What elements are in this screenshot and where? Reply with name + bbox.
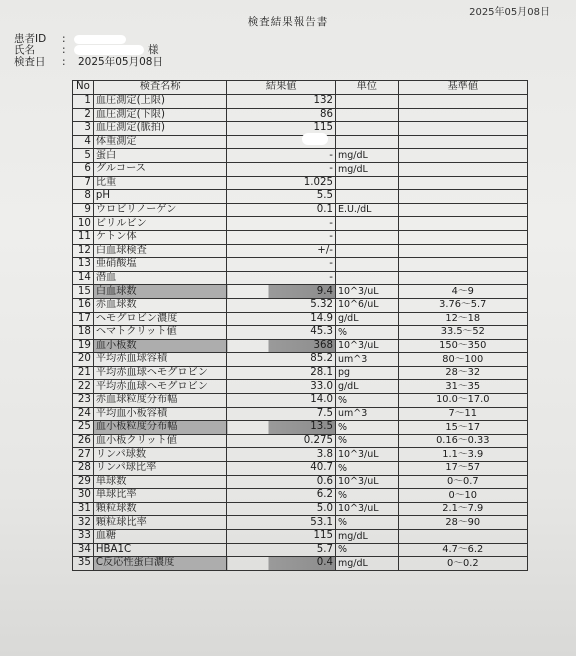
row-unit	[335, 244, 398, 258]
row-reference: 7～11	[398, 407, 527, 421]
row-unit	[335, 230, 398, 244]
row-test-name: 平均赤血球ヘモグロビン	[93, 380, 227, 394]
row-reference: 4～9	[398, 285, 527, 299]
report-date: 2025年05月08日	[469, 7, 550, 18]
row-result-value: 53.1	[227, 516, 336, 530]
table-row	[73, 203, 528, 217]
row-test-name: ヘモグロビン濃度	[93, 312, 227, 326]
row-test-name: 血小板粒度分布幅	[93, 421, 227, 435]
row-reference: 0～0.7	[398, 475, 527, 489]
table-row	[73, 258, 528, 272]
row-reference: 31～35	[398, 380, 527, 394]
row-reference	[398, 203, 527, 217]
table-row	[73, 108, 528, 122]
row-reference	[398, 176, 527, 190]
row-no: 19	[73, 339, 94, 353]
row-unit: 10^3/uL	[335, 285, 398, 299]
row-no: 26	[73, 434, 94, 448]
row-no: 2	[73, 108, 94, 122]
row-no: 27	[73, 448, 94, 462]
row-result-value: -	[227, 258, 336, 272]
row-unit: g/dL	[335, 380, 398, 394]
row-test-name: ケトン体	[93, 230, 227, 244]
row-test-name: 血圧測定(下限)	[93, 108, 227, 122]
row-reference: 0.16～0.33	[398, 434, 527, 448]
row-test-name: 体重測定	[93, 135, 227, 149]
row-unit: %	[335, 489, 398, 503]
row-no: 24	[73, 407, 94, 421]
row-result-value: 115	[227, 530, 336, 544]
colon: :	[62, 33, 66, 45]
row-unit	[335, 258, 398, 272]
row-reference	[398, 135, 527, 149]
row-no: 28	[73, 462, 94, 476]
table-row	[73, 502, 528, 516]
row-result-value: 115	[227, 122, 336, 136]
row-reference	[398, 190, 527, 204]
row-test-name: 単球数	[93, 475, 227, 489]
row-result-value: 45.3	[227, 326, 336, 340]
row-no: 7	[73, 176, 94, 190]
row-test-name: 顆粒球数	[93, 502, 227, 516]
row-test-name: 平均赤血球容積	[93, 353, 227, 367]
row-test-name: 血小板クリット値	[93, 434, 227, 448]
row-result-value: -	[227, 217, 336, 231]
row-no: 30	[73, 489, 94, 503]
table-row	[73, 312, 528, 326]
row-result-value: 33.0	[227, 380, 336, 394]
row-reference	[398, 530, 527, 544]
row-reference: 12～18	[398, 312, 527, 326]
table-row	[73, 516, 528, 530]
row-reference	[398, 271, 527, 285]
table-row	[73, 557, 528, 571]
header-reference: 基準値	[398, 81, 527, 95]
row-test-name: pH	[93, 190, 227, 204]
row-result-value: 5.5	[227, 190, 336, 204]
row-result-value: 368	[227, 339, 336, 353]
row-unit: %	[335, 516, 398, 530]
table-row	[73, 475, 528, 489]
row-result-value: 7.5	[227, 407, 336, 421]
row-test-name: リンパ球数	[93, 448, 227, 462]
row-unit	[335, 122, 398, 136]
row-result-value: 13.5	[227, 421, 336, 435]
row-unit	[335, 271, 398, 285]
row-no: 31	[73, 502, 94, 516]
row-unit: mg/dL	[335, 557, 398, 571]
row-unit: pg	[335, 366, 398, 380]
table-row	[73, 176, 528, 190]
exam-date-value: 2025年05月08日	[78, 56, 163, 68]
report-title: 検査結果報告書	[247, 16, 329, 28]
row-no: 4	[73, 135, 94, 149]
row-test-name: 単球比率	[93, 489, 227, 503]
table-header-row	[73, 81, 528, 95]
row-no: 15	[73, 285, 94, 299]
row-result-value: 5.32	[227, 298, 336, 312]
row-unit: mg/dL	[335, 162, 398, 176]
row-unit: 10^3/uL	[335, 502, 398, 516]
row-no: 21	[73, 366, 94, 380]
patient-id-label: 患者ID	[14, 33, 47, 45]
row-unit	[335, 176, 398, 190]
row-test-name: 赤血球粒度分布幅	[93, 394, 227, 408]
row-test-name: リンパ球比率	[93, 462, 227, 476]
row-no: 8	[73, 190, 94, 204]
row-no: 10	[73, 217, 94, 231]
name-suffix: 様	[148, 44, 159, 56]
table-row	[73, 407, 528, 421]
row-unit: %	[335, 326, 398, 340]
name-label: 氏名	[14, 44, 35, 56]
table-row	[73, 448, 528, 462]
row-unit: um^3	[335, 353, 398, 367]
row-reference: 1.1～3.9	[398, 448, 527, 462]
row-test-name: 血圧測定(上限)	[93, 95, 227, 109]
row-unit	[335, 108, 398, 122]
row-reference: 28～90	[398, 516, 527, 530]
header-no: No	[73, 81, 94, 95]
row-test-name: 赤血球数	[93, 298, 227, 312]
row-unit: mg/dL	[335, 149, 398, 163]
table-row	[73, 162, 528, 176]
table-row	[73, 380, 528, 394]
table-row	[73, 366, 528, 380]
row-test-name: 白血球数	[93, 285, 227, 299]
row-no: 9	[73, 203, 94, 217]
row-no: 17	[73, 312, 94, 326]
table-row	[73, 353, 528, 367]
row-no: 13	[73, 258, 94, 272]
row-reference	[398, 149, 527, 163]
results-body	[73, 95, 528, 571]
row-test-name: ウロビリノーゲン	[93, 203, 227, 217]
row-reference: 0～0.2	[398, 557, 527, 571]
table-row	[73, 394, 528, 408]
row-no: 3	[73, 122, 94, 136]
row-result-value: -	[227, 230, 336, 244]
row-reference	[398, 217, 527, 231]
row-reference: 0～10	[398, 489, 527, 503]
row-result-value: 6.2	[227, 489, 336, 503]
row-unit: mg/dL	[335, 530, 398, 544]
row-no: 33	[73, 530, 94, 544]
row-result-value: 3.8	[227, 448, 336, 462]
header-unit: 単位	[335, 81, 398, 95]
row-no: 11	[73, 230, 94, 244]
row-result-value: 5.7	[227, 543, 336, 557]
row-no: 32	[73, 516, 94, 530]
table-row	[73, 285, 528, 299]
table-row	[73, 95, 528, 109]
row-result-value: 1.025	[227, 176, 336, 190]
row-test-name: 比重	[93, 176, 227, 190]
row-unit: %	[335, 462, 398, 476]
row-reference	[398, 162, 527, 176]
row-unit: E.U./dL	[335, 203, 398, 217]
row-test-name: 亜硝酸塩	[93, 258, 227, 272]
table-row	[73, 326, 528, 340]
row-reference: 17～57	[398, 462, 527, 476]
row-result-value: +/-	[227, 244, 336, 258]
row-test-name: 潜血	[93, 271, 227, 285]
row-reference: 28～32	[398, 366, 527, 380]
row-result-value: 0.275	[227, 434, 336, 448]
row-unit: %	[335, 421, 398, 435]
row-unit: 10^3/uL	[335, 475, 398, 489]
row-test-name: ヘマトクリット値	[93, 326, 227, 340]
row-unit: 10^3/uL	[335, 339, 398, 353]
row-no: 6	[73, 162, 94, 176]
header-test-name: 検査名称	[93, 81, 227, 95]
row-unit: um^3	[335, 407, 398, 421]
table-row	[73, 149, 528, 163]
row-reference: 150～350	[398, 339, 527, 353]
table-row	[73, 135, 528, 149]
table-row	[73, 339, 528, 353]
row-result-value: 0.6	[227, 475, 336, 489]
table-row	[73, 122, 528, 136]
row-no: 23	[73, 394, 94, 408]
row-reference: 2.1～7.9	[398, 502, 527, 516]
results-table	[72, 80, 528, 571]
row-result-value: 9.4	[227, 285, 336, 299]
row-reference	[398, 122, 527, 136]
row-test-name: 白血球検査	[93, 244, 227, 258]
row-unit: 10^3/uL	[335, 448, 398, 462]
row-result-value: 132	[227, 95, 336, 109]
row-test-name: 平均血小板容積	[93, 407, 227, 421]
table-row	[73, 244, 528, 258]
row-result-value: 5.0	[227, 502, 336, 516]
row-result-value: 14.9	[227, 312, 336, 326]
table-row	[73, 489, 528, 503]
row-no: 5	[73, 149, 94, 163]
row-no: 35	[73, 557, 94, 571]
row-unit: %	[335, 543, 398, 557]
row-no: 1	[73, 95, 94, 109]
row-reference	[398, 230, 527, 244]
row-result-value: 0.4	[227, 557, 336, 571]
row-reference	[398, 108, 527, 122]
row-reference: 15～17	[398, 421, 527, 435]
row-unit: 10^6/uL	[335, 298, 398, 312]
row-no: 29	[73, 475, 94, 489]
row-reference: 4.7～6.2	[398, 543, 527, 557]
table-row	[73, 462, 528, 476]
header-result: 結果値	[227, 81, 336, 95]
row-result-value: 0.1	[227, 203, 336, 217]
row-unit	[335, 135, 398, 149]
row-result-value: -	[227, 271, 336, 285]
table-row	[73, 434, 528, 448]
row-no: 34	[73, 543, 94, 557]
row-result-value: 28.1	[227, 366, 336, 380]
table-row	[73, 271, 528, 285]
row-reference	[398, 258, 527, 272]
row-no: 18	[73, 326, 94, 340]
row-no: 14	[73, 271, 94, 285]
redacted-mark	[302, 133, 328, 145]
row-unit	[335, 217, 398, 231]
row-reference: 80～100	[398, 353, 527, 367]
row-no: 22	[73, 380, 94, 394]
row-test-name: 顆粒球比率	[93, 516, 227, 530]
row-test-name: ビリルビン	[93, 217, 227, 231]
row-unit	[335, 190, 398, 204]
row-test-name: 血圧測定(脈拍)	[93, 122, 227, 136]
row-reference: 3.76～5.7	[398, 298, 527, 312]
row-test-name: 血小板数	[93, 339, 227, 353]
row-unit: %	[335, 434, 398, 448]
row-reference	[398, 95, 527, 109]
table-row	[73, 230, 528, 244]
row-no: 16	[73, 298, 94, 312]
table-row	[73, 543, 528, 557]
colon: :	[62, 56, 66, 68]
row-result-value: -	[227, 162, 336, 176]
row-unit: g/dL	[335, 312, 398, 326]
colon: :	[62, 44, 66, 56]
row-result-value: 85.2	[227, 353, 336, 367]
exam-date-label: 検査日	[14, 56, 46, 68]
row-result-value: 14.0	[227, 394, 336, 408]
row-reference: 33.5～52	[398, 326, 527, 340]
row-test-name: 蛋白	[93, 149, 227, 163]
table-row	[73, 217, 528, 231]
row-reference: 10.0～17.0	[398, 394, 527, 408]
row-no: 20	[73, 353, 94, 367]
row-unit: %	[335, 394, 398, 408]
table-row	[73, 190, 528, 204]
row-no: 12	[73, 244, 94, 258]
row-result-value: 40.7	[227, 462, 336, 476]
row-test-name: HBA1C	[93, 543, 227, 557]
row-test-name: C反応性蛋白濃度	[93, 557, 227, 571]
table-row	[73, 298, 528, 312]
table-row	[73, 530, 528, 544]
table-row	[73, 421, 528, 435]
row-test-name: 平均赤血球ヘモグロビン	[93, 366, 227, 380]
row-result-value: -	[227, 149, 336, 163]
row-no: 25	[73, 421, 94, 435]
exam-date-row	[14, 54, 163, 69]
row-result-value: 86	[227, 108, 336, 122]
row-test-name: グルコース	[93, 162, 227, 176]
row-unit	[335, 95, 398, 109]
row-reference	[398, 244, 527, 258]
row-test-name: 血糖	[93, 530, 227, 544]
